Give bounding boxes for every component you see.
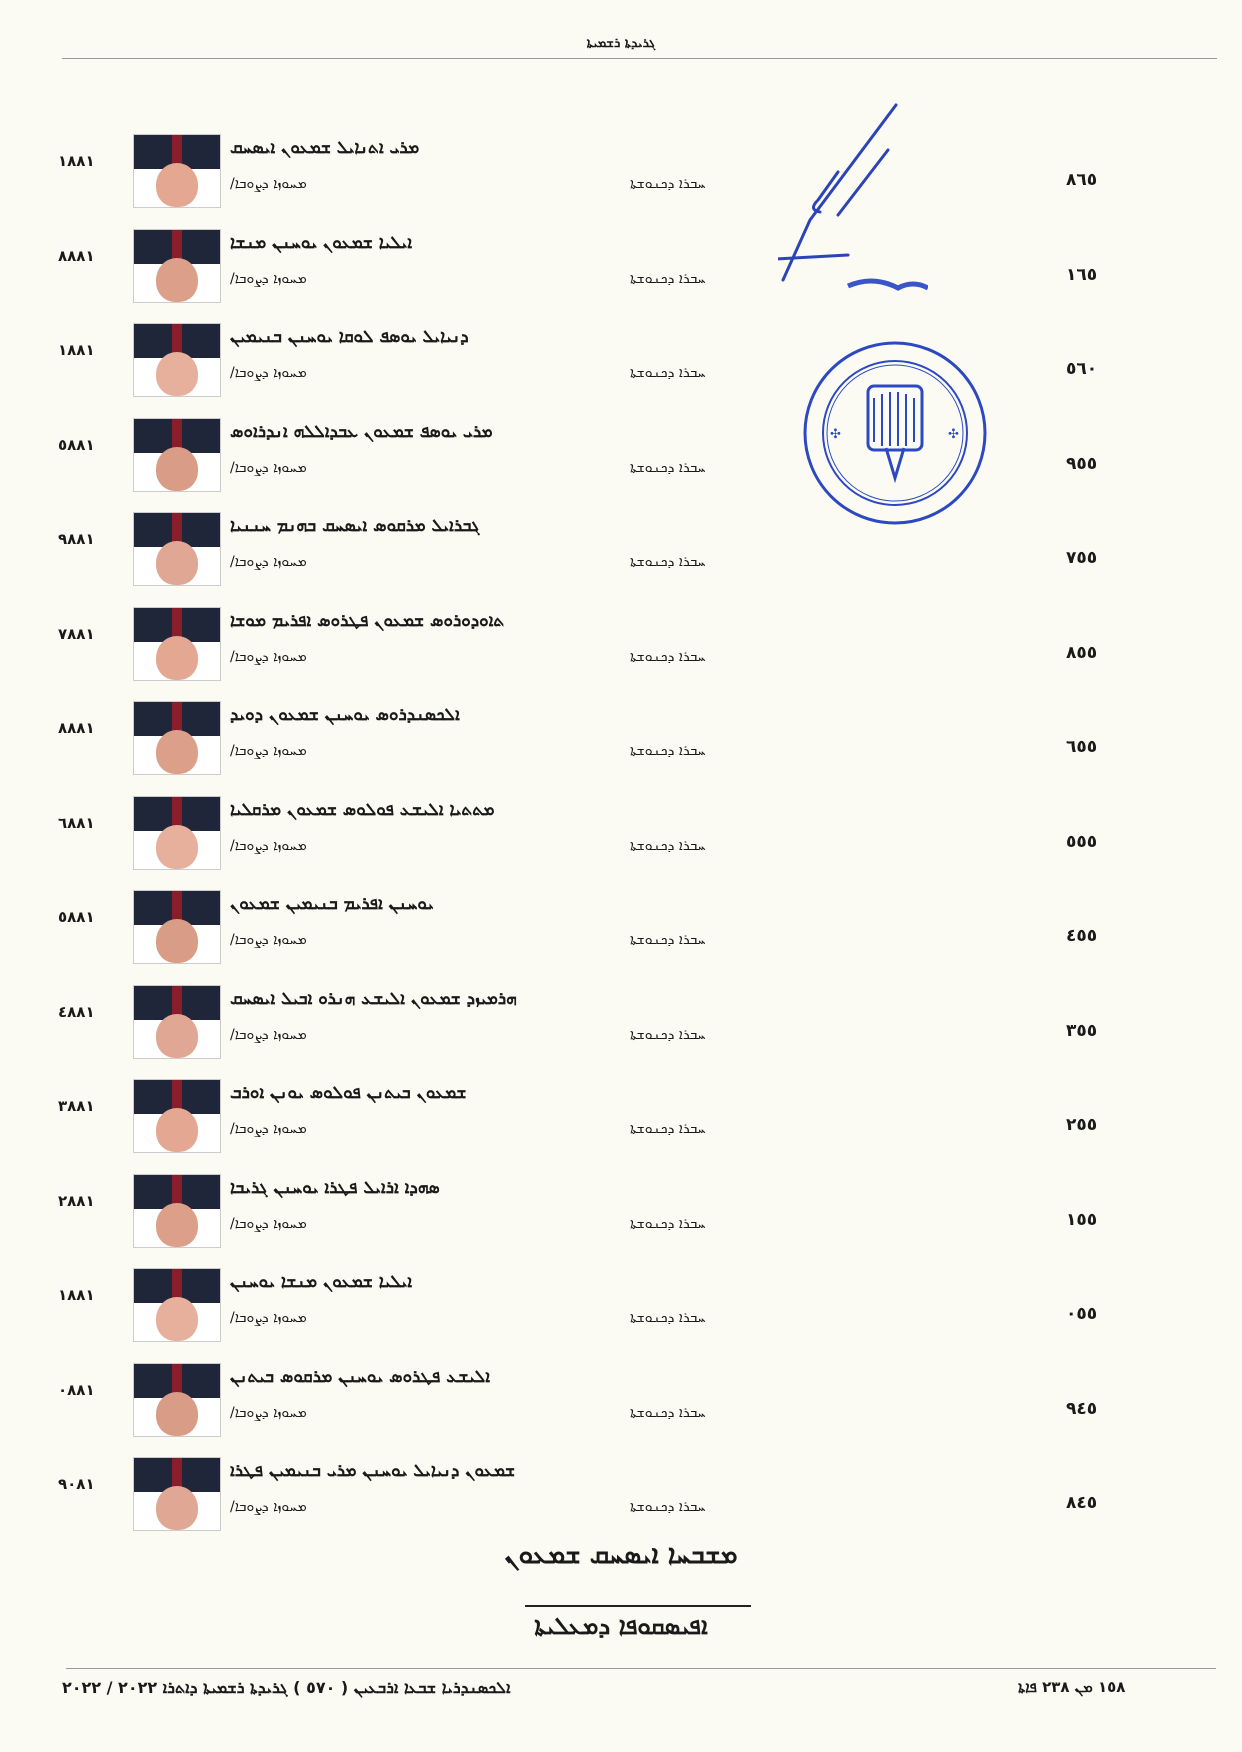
member-address: /ܡܚܘܙܐ ܕܨܘܒܐ [230, 1121, 307, 1137]
member-address: /ܡܚܘܙܐ ܕܨܘܒܐ [230, 554, 307, 570]
member-number: ١٨٨١ [58, 152, 95, 170]
member-code: ٠٥٥ [1066, 1304, 1098, 1324]
member-number: ٥٨٨١ [58, 435, 95, 454]
member-number: ٩٠٨١ [58, 1475, 95, 1493]
footer-page-number: ١٥٨ ܡܢ ٢٣٨ ܦܐܬܐ [1018, 1678, 1126, 1696]
list-item [0, 319, 1242, 414]
member-name: ܐܠܟܣܢܕܪܘܣ ܝܘܚܢܢ ܫܡܥܘܢ ܕܘܝܕ [230, 705, 460, 725]
member-name: ܕܢܝܐܝܠ ܝܘܣܦ ܠܘܩܐ ܝܘܚܢܢ ܒܢܝܡܝܢ [230, 327, 469, 347]
member-number: ٦٨٨١ [58, 813, 95, 832]
member-role: ܚܒܪܐ ܕܟܢܘܫܬܐ [630, 459, 706, 476]
member-role: ܚܒܪܐ ܕܟܢܘܫܬܐ [630, 1404, 706, 1421]
member-name: ܐܝܠܝܐ ܫܡܥܘܢ ܡܢܫܐ ܝܘܚܢܢ [230, 1272, 412, 1292]
member-code: ٩٤٥ [1066, 1398, 1098, 1419]
member-address: /ܡܚܘܙܐ ܕܨܘܒܐ [230, 932, 307, 948]
member-number: ١٨٨١ [58, 341, 95, 359]
member-photo [133, 796, 221, 870]
member-code: ٨٥٥ [1066, 642, 1098, 663]
footer-signatory-name: ܡܫܒܚܐ ܐܝܣܚܩ ܫܡܥܘܢ [504, 1540, 738, 1570]
member-address: /ܡܚܘܙܐ ܕܨܘܒܐ [230, 1310, 307, 1326]
member-number: ٨٨٨١ [58, 719, 95, 737]
member-address: /ܡܚܘܙܐ ܕܨܘܒܐ [230, 176, 307, 192]
header-divider [62, 58, 1217, 59]
member-photo [133, 1268, 221, 1342]
footer-signatory-title: ܐܦܝܣܩܘܦܐ ܕܡܥܠܝܬܐ [534, 1612, 708, 1640]
member-number: ٣٨٨١ [58, 1097, 95, 1115]
member-role: ܚܒܪܐ ܕܟܢܘܫܬܐ [630, 365, 706, 381]
list-item [0, 697, 1242, 792]
list-item [0, 414, 1242, 509]
member-name: ܡܪܝ ܐܬܢܐܝܠ ܫܡܥܘܢ ܐܝܣܚܩ [230, 138, 420, 158]
member-code: ٥٥٥ [1066, 831, 1098, 852]
member-photo [133, 1174, 221, 1248]
member-role: ܚܒܪܐ ܕܟܢܘܫܬܐ [630, 837, 706, 854]
member-code: ٧٥٥ [1066, 548, 1098, 568]
member-photo [133, 418, 221, 492]
member-code: ٣٥٥ [1066, 1020, 1098, 1041]
member-photo [133, 512, 221, 586]
member-role: ܚܒܪܐ ܕܟܢܘܫܬܐ [630, 1310, 706, 1326]
member-code: ١٥٥ [1066, 1209, 1098, 1230]
member-code: ٨٤٥ [1066, 1493, 1098, 1513]
list-item [0, 1170, 1242, 1265]
member-name: ܐܝܠܝܐ ܫܡܥܘܢ ܝܘܚܢܢ ܡܢܫܐ [230, 232, 412, 253]
member-photo [133, 1363, 221, 1437]
list-item [0, 1453, 1242, 1548]
member-name: ܗܪܡܝܙܕ ܫܡܥܘܢ ܐܠܝܫܥ ܗܢܪܘ ܐܒܝܠ ܐܝܣܚܩ [230, 988, 517, 1009]
member-role: ܚܒܪܐ ܕܟܢܘܫܬܐ [630, 1499, 706, 1515]
member-photo [133, 890, 221, 964]
member-name: ܐܠܝܫܥ ܦܛܪܘܣ ܝܘܚܢܢ ܡܪܩܘܣ ܒܝܬܢܢ [230, 1366, 491, 1387]
member-address: /ܡܚܘܙܐ ܕܨܘܒܐ [230, 1499, 307, 1515]
member-number: ٧٨٨١ [58, 624, 95, 643]
member-address: /ܡܚܘܙܐ ܕܨܘܒܐ [230, 1215, 307, 1232]
member-number: ٠٨٨١ [58, 1380, 95, 1399]
member-number: ٨٨٨١ [58, 246, 95, 265]
member-code: ٥٦٠ [1066, 359, 1098, 379]
member-address: /ܡܚܘܙܐ ܕܨܘܒܐ [230, 459, 307, 476]
footer-divider [66, 1668, 1216, 1669]
list-item [0, 1359, 1242, 1454]
member-address: /ܡܚܘܙܐ ܕܨܘܒܐ [230, 648, 307, 665]
member-photo [133, 1457, 221, 1531]
svg-text:✣: ✣ [948, 427, 959, 442]
member-address: /ܡܚܘܙܐ ܕܨܘܒܐ [230, 743, 307, 759]
member-address: /ܡܚܘܙܐ ܕܨܘܒܐ [230, 1404, 307, 1421]
member-code: ٨٦٥ [1066, 170, 1098, 190]
list-item [0, 1075, 1242, 1170]
svg-text:✣: ✣ [830, 427, 841, 442]
member-role: ܚܒܪܐ ܕܟܢܘܫܬܐ [630, 648, 706, 665]
official-seal [800, 338, 990, 528]
member-photo [133, 985, 221, 1059]
member-photo [133, 323, 221, 397]
member-number: ٤٨٨١ [58, 1002, 95, 1021]
member-number: ٥٨٨١ [58, 908, 95, 926]
member-name: ܝܘܚܢܢ ܐܦܪܝܡ ܒܢܝܡܝܢ ܫܡܥܘܢ [230, 894, 434, 914]
member-role: ܚܒܪܐ ܕܟܢܘܫܬܐ [630, 554, 706, 570]
list-item [0, 981, 1242, 1076]
member-name: ܡܪܝ ܝܘܣܦ ܫܡܥܘܢ ܥܒܕܐܠܠܗ ܐܢܕܪܐܘܣ [230, 421, 493, 442]
member-name: ܡܬܬܝܐ ܐܠܝܫܥ ܦܘܠܘܣ ܫܡܥܘܢ ܡܪܩܠܝܐ [230, 799, 495, 820]
member-address: /ܡܚܘܙܐ ܕܨܘܒܐ [230, 365, 307, 381]
member-role: ܚܒܪܐ ܕܟܢܘܫܬܐ [630, 1121, 706, 1137]
member-role: ܚܒܪܐ ܕܟܢܘܫܬܐ [630, 1026, 706, 1043]
member-code: ١٦٥ [1066, 264, 1098, 285]
member-address: /ܡܚܘܙܐ ܕܨܘܒܐ [230, 837, 307, 854]
member-role: ܚܒܪܐ ܕܟܢܘܫܬܐ [630, 932, 706, 948]
member-code: ٦٥٥ [1066, 737, 1098, 757]
page-header: ܓܪܝܕܬܐ ܪܫܡܝܬܐ [586, 36, 656, 51]
list-item [0, 508, 1242, 603]
list-item [0, 1264, 1242, 1359]
member-role: ܚܒܪܐ ܕܟܢܘܫܬܐ [630, 743, 706, 759]
list-item [0, 886, 1242, 981]
member-code: ٤٥٥ [1066, 926, 1098, 946]
member-name: ܬܐܘܕܘܪܘܣ ܫܡܥܘܢ ܦܛܪܘܣ ܐܦܪܝܡ ܡܘܫܐ [230, 610, 505, 631]
footer-gazette-info: ܐܠܟܣܢܕܪܝܐ ܫܒܥܐ ܐܪܒܥܝܢ ( ٥٧٠ ) ܓܪܝܕܬܐ ܪܫܡܝܬܐ ܕܐܬܪܐ ٢٠٢٢ / ٢٠٢٢ [62, 1678, 511, 1697]
member-code: ٢٥٥ [1066, 1115, 1098, 1135]
member-name: ܫܡܥܘܢ ܕܢܝܐܝܠ ܝܘܚܢܢ ܡܪܝ ܒܢܝܡܝܢ ܦܛܪܐ [230, 1461, 516, 1481]
member-number: ٢٨٨١ [58, 1191, 95, 1210]
member-name: ܓܒܪܐܝܠ ܡܪܩܘܣ ܐܝܣܚܩ ܒܗܢܡ ܚܢܢܝܐ [230, 516, 480, 536]
member-role: ܚܒܪܐ ܕܟܢܘܫܬܐ [630, 1215, 706, 1232]
member-photo [133, 134, 221, 208]
member-number: ٩٨٨١ [58, 530, 95, 548]
member-photo [133, 701, 221, 775]
list-item [0, 225, 1242, 320]
member-photo [133, 607, 221, 681]
member-role: ܚܒܪܐ ܕܟܢܘܫܬܐ [630, 176, 706, 192]
member-code: ٩٥٥ [1066, 453, 1098, 474]
member-address: /ܡܚܘܙܐ ܕܨܘܒܐ [230, 270, 307, 287]
list-item [0, 792, 1242, 887]
list-item [0, 603, 1242, 698]
member-photo [133, 229, 221, 303]
signature-image [778, 100, 928, 300]
member-number: ١٨٨١ [58, 1286, 95, 1304]
member-name: ܣܗܕܐ ܐܪܐܝܠ ܦܛܪܐ ܝܘܚܢܢ ܓܪܝܒܐ [230, 1177, 440, 1198]
member-name: ܫܡܥܘܢ ܒܝܬܢܢ ܦܘܠܘܣ ܝܘܢܢ ܐܘܪܒ [230, 1083, 467, 1103]
list-item [0, 130, 1242, 225]
member-role: ܚܒܪܐ ܕܟܢܘܫܬܐ [630, 270, 706, 287]
footer-rule [525, 1605, 751, 1607]
member-photo [133, 1079, 221, 1153]
member-address: /ܡܚܘܙܐ ܕܨܘܒܐ [230, 1026, 307, 1043]
